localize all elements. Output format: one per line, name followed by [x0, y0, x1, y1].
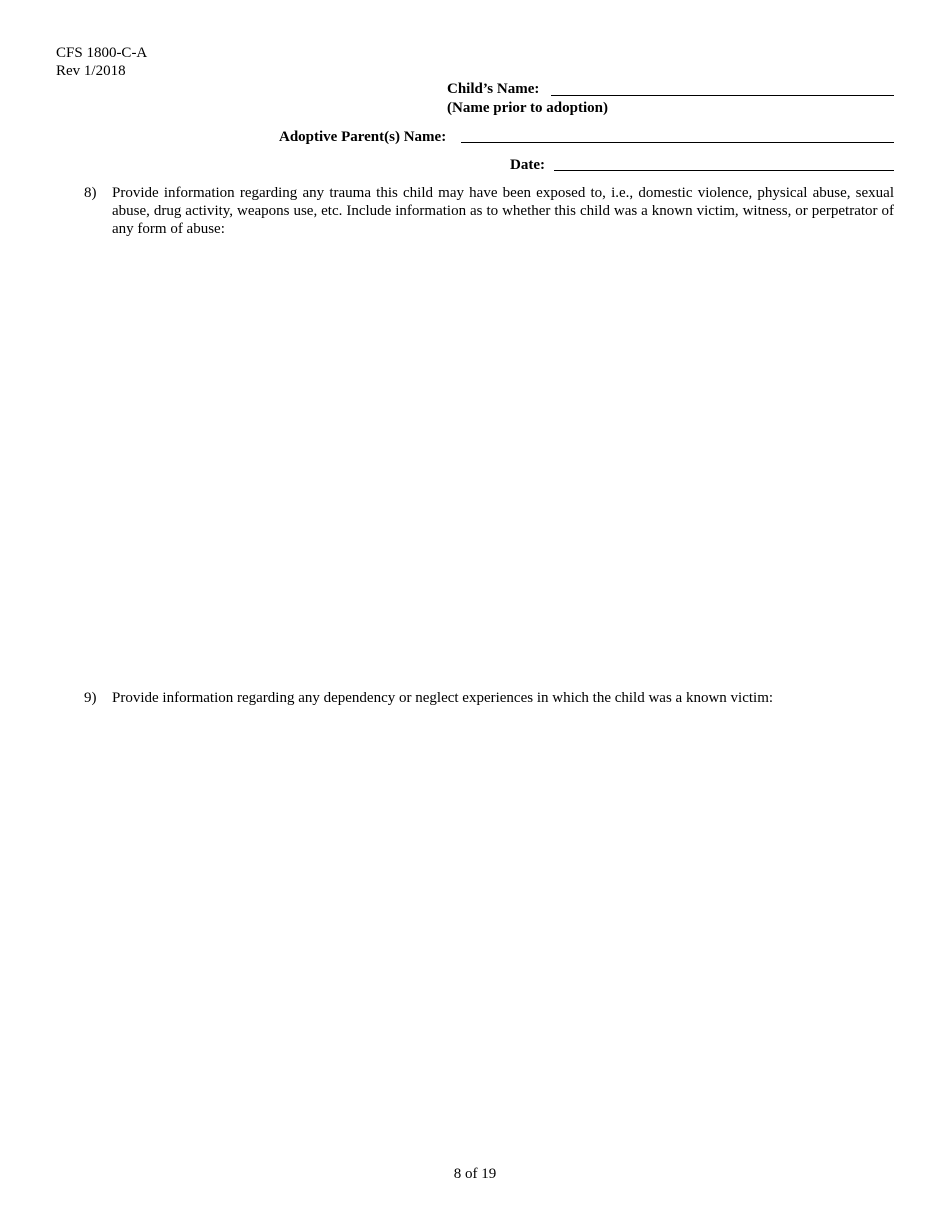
date-field[interactable] — [554, 170, 894, 171]
question-8-text: Provide information regarding any trauma this child may have been exposed to, i.e., domestic violence, physical abuse, sexual abuse, drug activity, weapons use, etc. Include information as to whether this child was a known victim, witness, or perpetrator of any form of abuse: — [112, 185, 894, 237]
question-9-answer-area[interactable] — [112, 713, 894, 1153]
question-8-answer-area[interactable] — [112, 244, 894, 674]
page-number: 8 of 19 — [453, 1166, 497, 1182]
question-9 — [84, 689, 894, 707]
adoptive-parent-name-field[interactable] — [461, 142, 894, 143]
child-name-field[interactable] — [551, 95, 894, 96]
child-name-label: Child’s Name: — [447, 81, 540, 97]
child-name-note: (Name prior to adoption) — [447, 100, 608, 116]
form-identifier — [56, 44, 147, 80]
form-revision: Rev 1/2018 — [56, 63, 126, 79]
form-number: CFS 1800-C-A — [56, 45, 148, 61]
adoptive-parent-name-label: Adoptive Parent(s) Name: — [279, 129, 447, 145]
question-9-text: Provide information regarding any dependency or neglect experiences in which the child was a known victim: — [112, 690, 774, 706]
date-label: Date: — [510, 157, 545, 173]
question-8 — [84, 184, 894, 238]
question-8-number: 8) — [84, 185, 97, 201]
question-9-number: 9) — [84, 690, 97, 706]
